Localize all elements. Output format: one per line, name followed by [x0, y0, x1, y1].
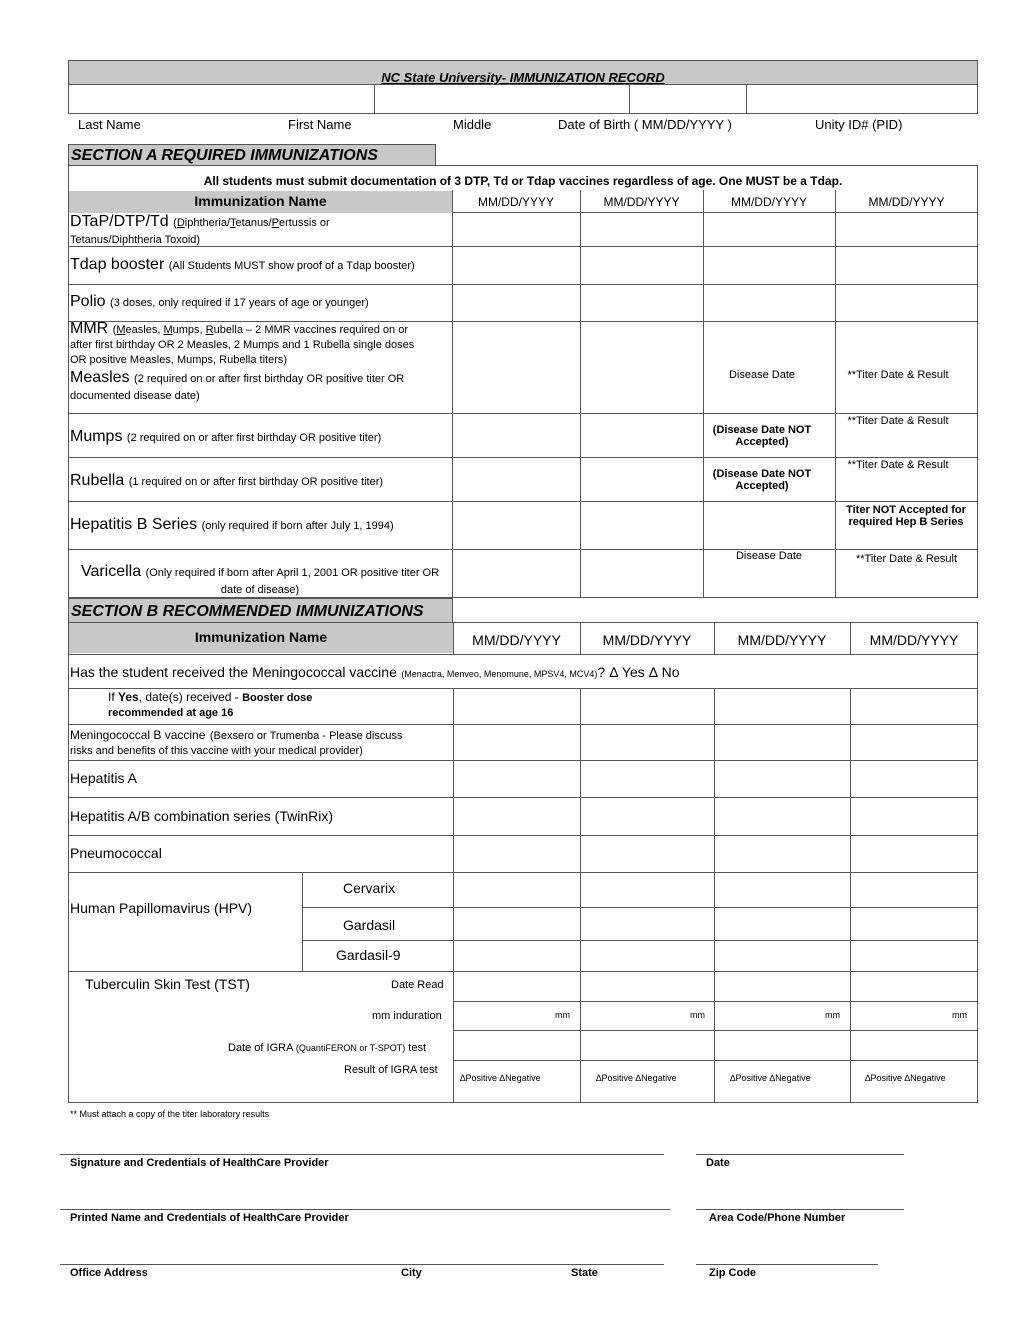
row-tdap: Tdap booster (All Students MUST show proof of a Tdap booster)	[70, 256, 415, 273]
mm-unit-2: mm	[690, 1010, 705, 1020]
section-a-date-header-4: MM/DD/YYYY	[868, 195, 945, 209]
date-line[interactable]	[696, 1154, 904, 1155]
row-dtap: DTaP/DTP/Td (Diphtheria/Tetanus/Pertussis or Tetanus/Diphtheria Toxoid)	[70, 213, 330, 246]
section-b-title: SECTION B RECOMMENDED IMMUNIZATIONS	[68, 598, 453, 623]
footnote: ** Must attach a copy of the titer laboratory results	[70, 1109, 270, 1119]
row-hpv: Human Papillomavirus (HPV)	[70, 900, 253, 916]
rubella-disease-not-accepted: (Disease Date NOT Accepted)	[712, 468, 812, 492]
section-a-title: SECTION A REQUIRED IMMUNIZATIONS	[68, 144, 436, 166]
hpv-gardasil: Gardasil	[343, 917, 396, 933]
form-title: NC State University- IMMUNIZATION RECORD	[68, 60, 978, 85]
section-b-date-header-3: MM/DD/YYYY	[737, 632, 827, 648]
first-name-label: First Name	[288, 117, 352, 132]
zip-line[interactable]	[696, 1264, 878, 1265]
phone-label: Area Code/Phone Number	[709, 1212, 846, 1224]
address-label: Office Address	[70, 1267, 148, 1279]
middle-name-field[interactable]	[629, 84, 747, 113]
row-polio: Polio (3 doses, only required if 17 years of age or younger)	[70, 293, 369, 310]
row-tst: Tuberculin Skin Test (TST)	[85, 976, 250, 992]
row-hepab: Hepatitis A/B combination series (TwinRix)	[70, 808, 333, 824]
printed-name-line[interactable]	[60, 1209, 670, 1210]
section-a-date-header-1: MM/DD/YYYY	[477, 195, 554, 209]
igra-result: Result of IGRA test	[344, 1064, 438, 1076]
date-label: Date	[706, 1157, 730, 1169]
row-hepb: Hepatitis B Series (only required if born after July 1, 1994)	[70, 516, 394, 533]
row-menb: Meningococcal B vaccine (Bexsero or Trumenba - Please discuss risks and benefits of this vaccine with your medical provider)	[70, 728, 403, 757]
igra-result-1[interactable]: ∆Positive ∆Negative	[460, 1073, 541, 1083]
section-b-date-header-4: MM/DD/YYYY	[869, 632, 959, 648]
mm-unit-1: mm	[555, 1010, 570, 1020]
igra-result-4[interactable]: ∆Positive ∆Negative	[865, 1073, 946, 1083]
section-a-date-header-2: MM/DD/YYYY	[603, 195, 680, 209]
section-a-note: All students must submit documentation of 3 DTP, Td or Tdap vaccines regardless of age. One MUST be a Tdap.	[203, 174, 843, 188]
measles-disease-date: Disease Date	[728, 369, 796, 381]
tst-date-read: Date Read	[391, 979, 444, 991]
section-a-col-name: Immunization Name	[194, 193, 327, 209]
signature-line[interactable]	[60, 1154, 664, 1155]
igra-result-2[interactable]: ∆Positive ∆Negative	[596, 1073, 677, 1083]
mm-unit-3: mm	[825, 1010, 840, 1020]
igra-result-3[interactable]: ∆Positive ∆Negative	[730, 1073, 811, 1083]
measles-titer: **Titer Date & Result	[847, 369, 949, 381]
last-name-field[interactable]	[69, 84, 375, 113]
signature-label: Signature and Credentials of HealthCare Provider	[70, 1157, 329, 1169]
address-line[interactable]	[60, 1264, 664, 1265]
row-mumps: Mumps (2 required on or after first birthday OR positive titer)	[70, 428, 382, 445]
row-hepa: Hepatitis A	[70, 770, 137, 786]
section-b-col-name: Immunization Name	[194, 629, 328, 645]
igra-date: Date of IGRA (QuantiFERON or T-SPOT) test	[228, 1042, 427, 1054]
hpv-gardasil-9: Gardasil-9	[336, 947, 401, 963]
last-name-label: Last Name	[78, 117, 141, 132]
row-rubella: Rubella (1 required on or after first birthday OR positive titer)	[70, 472, 384, 489]
tst-mm-induration: mm induration	[372, 1010, 442, 1022]
hpv-cervarix: Cervarix	[343, 880, 396, 896]
unity-id-label: Unity ID# (PID)	[815, 117, 903, 132]
printed-name-label: Printed Name and Credentials of HealthCare Provider	[70, 1212, 349, 1224]
no-option[interactable]: ∆ No	[649, 664, 680, 680]
meningococcal-question: Has the student received the Meningococcal vaccine (Menactra, Menveo, Menomune, MPSV4, MCV4)? ∆ Yes ∆ No	[70, 664, 680, 680]
middle-label: Middle	[453, 117, 492, 132]
phone-line[interactable]	[696, 1209, 904, 1210]
section-b-date-header-1: MM/DD/YYYY	[472, 632, 561, 648]
if-yes-dates: If Yes, date(s) received - Booster dose recommended at age 16	[108, 690, 313, 719]
dob-label: Date of Birth ( MM/DD/YYYY )	[558, 117, 732, 132]
mumps-disease-not-accepted: (Disease Date NOT Accepted)	[712, 424, 812, 448]
city-label: City	[401, 1267, 422, 1279]
row-mmr: MMR (Measles, Mumps, Rubella – 2 MMR vaccines required on or after first birthday OR 2 Measles, 2 Mumps and 1 Rubella single doses OR positive Measles, Mumps, Rubella titers)	[70, 320, 415, 366]
section-a-date-header-3: MM/DD/YYYY	[730, 195, 807, 209]
row-measles: Measles (2 required on or after first birthday OR positive titer OR documented disease date)	[70, 369, 405, 402]
varicella-titer: **Titer Date & Result	[855, 553, 958, 565]
section-b-date-header-2: MM/DD/YYYY	[602, 632, 692, 648]
dob-field[interactable]	[746, 84, 977, 113]
zip-label: Zip Code	[709, 1267, 757, 1279]
rubella-titer: **Titer Date & Result	[847, 459, 949, 471]
state-label: State	[571, 1267, 598, 1279]
mumps-titer: **Titer Date & Result	[847, 415, 949, 427]
row-varicella: Varicella (Only required if born after April 1, 2001 OR positive titer OR date of disease)	[80, 563, 440, 596]
first-name-field[interactable]	[374, 84, 630, 113]
name-entry-row	[68, 84, 978, 114]
varicella-disease-date: Disease Date	[735, 550, 803, 562]
yes-option[interactable]: ∆ Yes	[609, 664, 645, 680]
mm-unit-4: mm	[952, 1010, 967, 1020]
row-pneumococcal: Pneumococcal	[70, 845, 162, 861]
hepb-titer-not-accepted: Titer NOT Accepted for required Hep B Series	[846, 504, 966, 528]
